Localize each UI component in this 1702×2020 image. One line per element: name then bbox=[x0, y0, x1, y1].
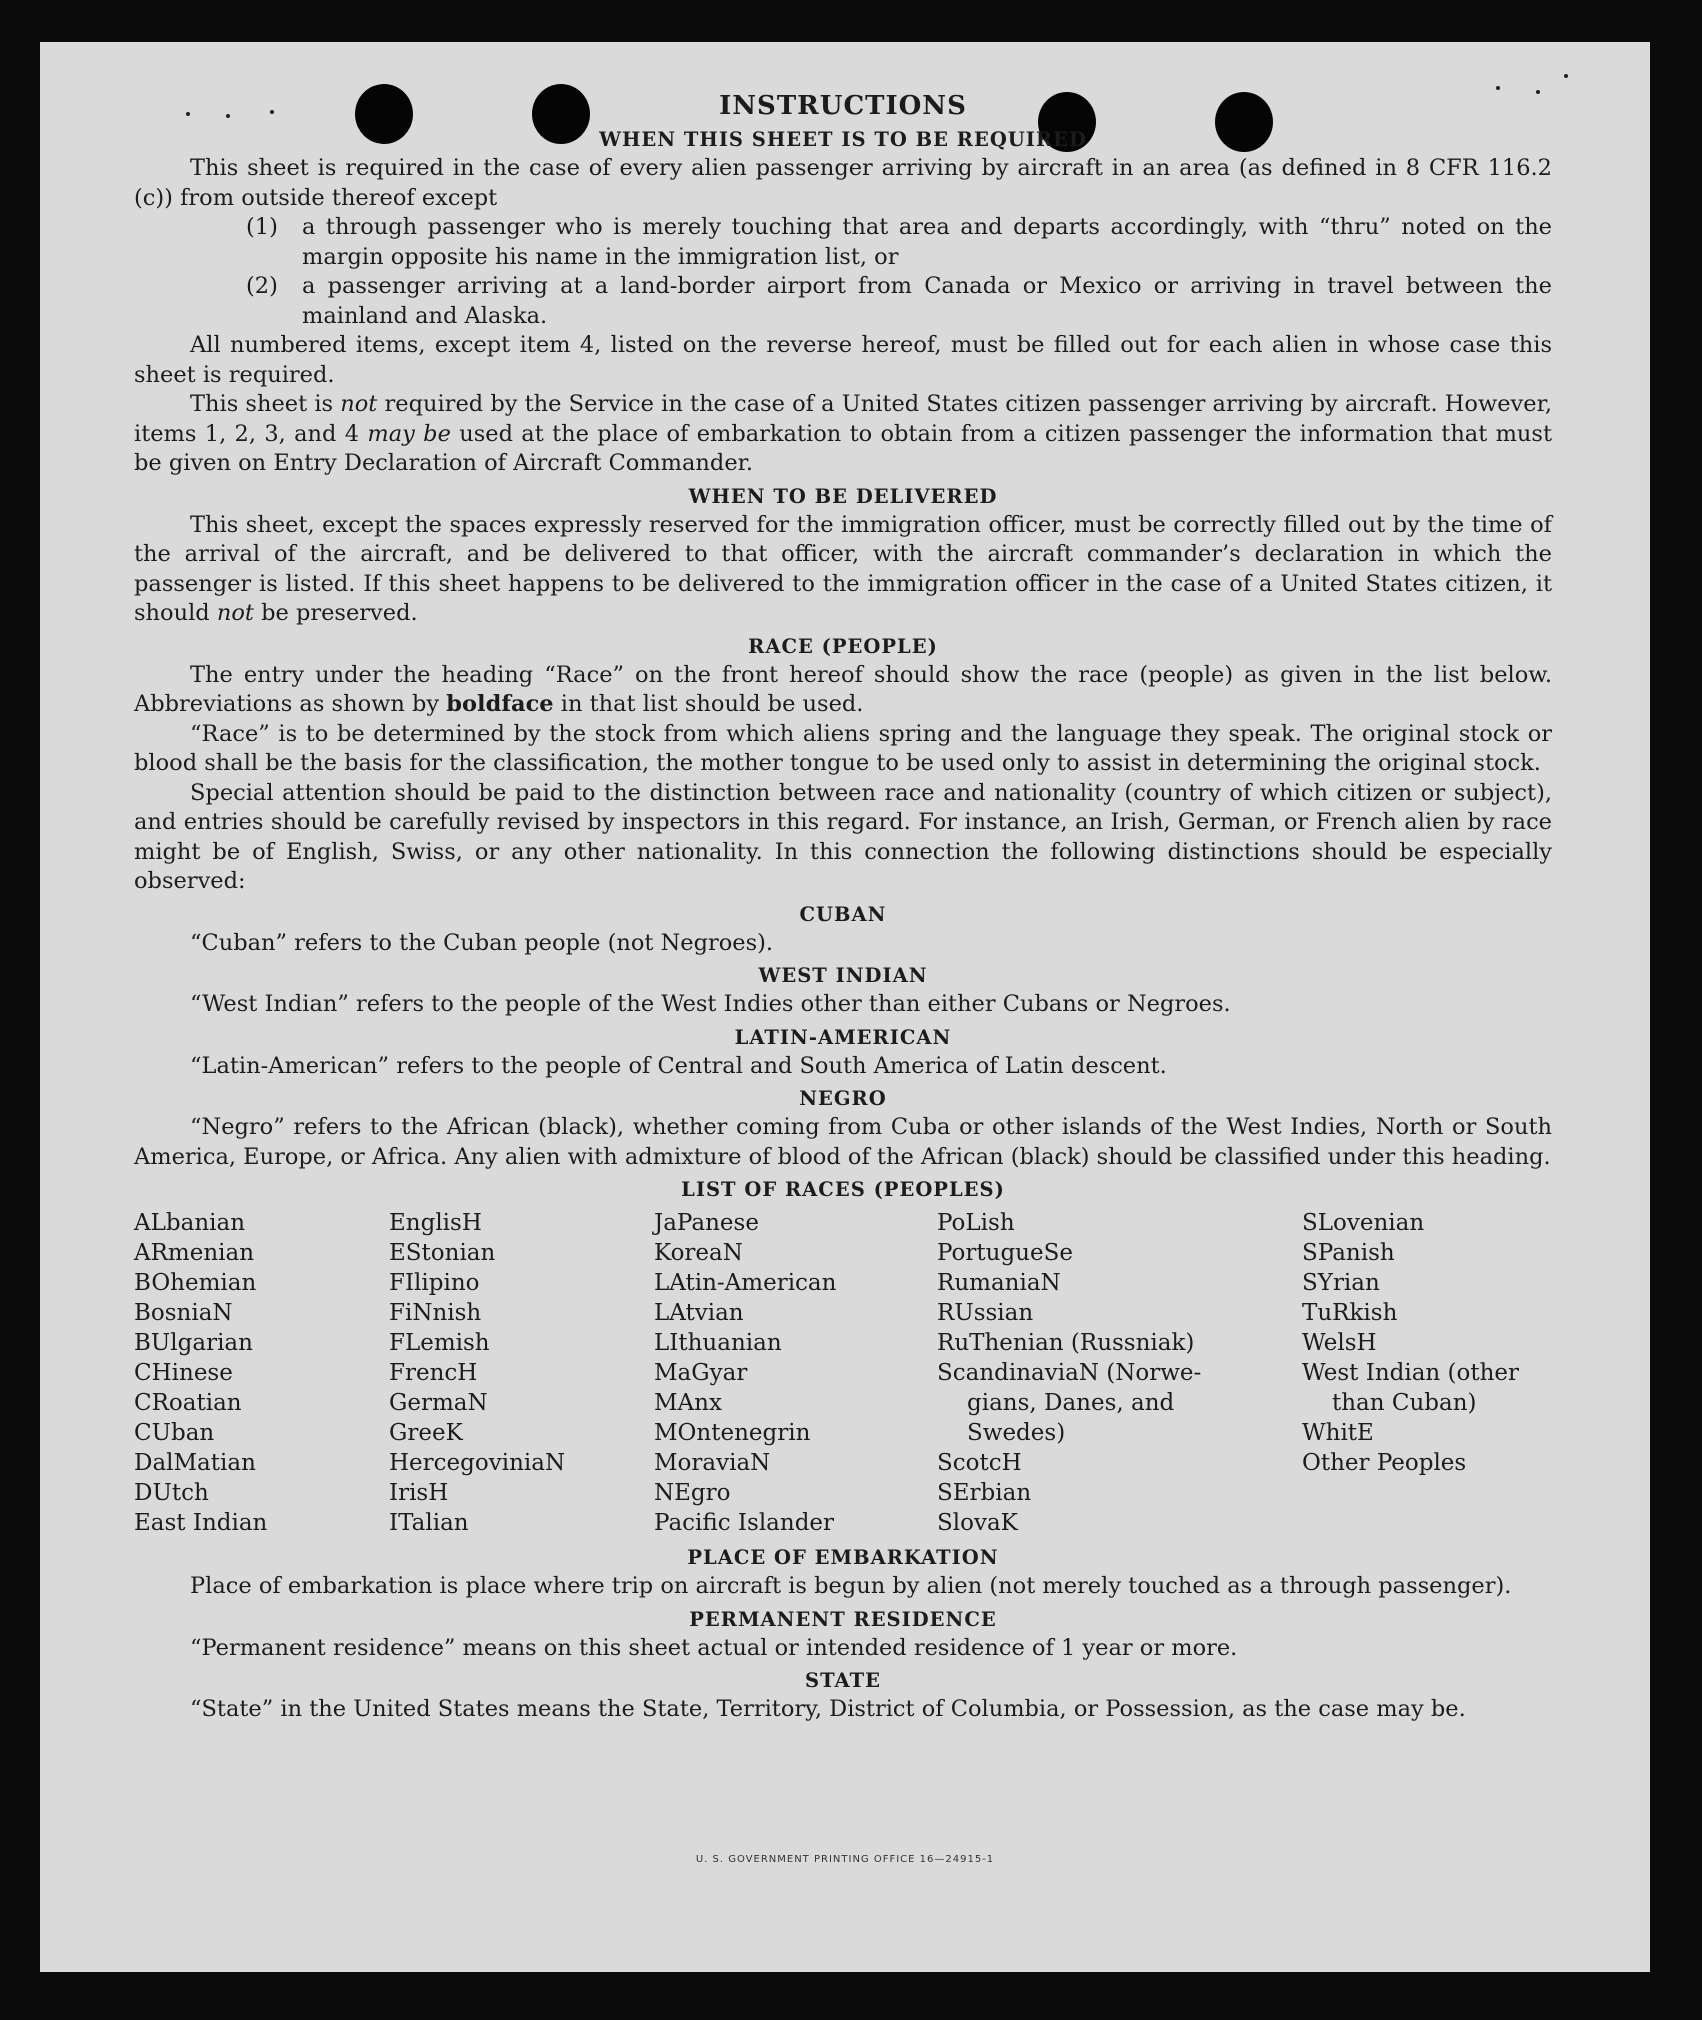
race-entry: MoraviaN bbox=[654, 1450, 771, 1476]
heading-race: RACE (PEOPLE) bbox=[748, 634, 938, 658]
race-entry: TuRkish bbox=[1302, 1300, 1398, 1326]
race-entry: East Indian bbox=[134, 1510, 268, 1536]
race-entry: ALbanian bbox=[134, 1210, 246, 1236]
race-entry: ScandinaviaN (Norwe- bbox=[937, 1360, 1202, 1386]
races-column bbox=[654, 1208, 937, 1538]
heading-state: STATE bbox=[805, 1669, 881, 1692]
race-entry: LAtvian bbox=[654, 1300, 744, 1326]
paragraph: This sheet, except the spaces expressly reserved for the immigration officer, must be correctly filled out by the time of the arrival of the aircraft, and be delivered to that officer, with the aircraft commander’s declaration in which the passenger is listed. If this sheet happens to be delivered to the immigration officer in the case of a United States citizen, it should not be preserved. bbox=[134, 511, 1552, 626]
heading-negro: NEGRO bbox=[799, 1087, 887, 1110]
race-entry: IrisH bbox=[389, 1480, 449, 1506]
race-entry: BOhemian bbox=[134, 1270, 257, 1296]
list-item bbox=[134, 272, 1552, 331]
heading-cuban: CUBAN bbox=[799, 902, 887, 926]
speck bbox=[1564, 74, 1568, 78]
race-entry: EStonian bbox=[389, 1240, 496, 1266]
race-entry-continuation: gians, Danes, and bbox=[967, 1390, 1175, 1416]
race-entry: SlovaK bbox=[937, 1510, 1018, 1536]
race-entry: MAnx bbox=[654, 1390, 722, 1416]
race-entry: HercegoviniaN bbox=[389, 1450, 566, 1476]
item-number: (2) bbox=[246, 273, 278, 299]
race-entry: CRoatian bbox=[134, 1390, 242, 1416]
paragraph: “Race” is to be determined by the stock from which aliens spring and the language they speak. The original stock or blood shall be the basis for the classification, the mother tongue to be used only to assist in determining the original stock. bbox=[134, 720, 1552, 776]
heading-permanent-residence: PERMANENT RESIDENCE bbox=[689, 1607, 997, 1631]
paragraph: All numbered items, except item 4, listed on the reverse hereof, must be filled out for each alien in whose case this sheet is required. bbox=[134, 332, 1552, 388]
race-entry: GreeK bbox=[389, 1420, 463, 1446]
paragraph: Special attention should be paid to the distinction between race and nationality (country of which citizen or subject), and entries should be carefully revised by inspectors in this regard. For instance, an Irish, German, or French alien by race might be of English, Swiss, or any other nationality. In this connection the following distinctions should be especially observed: bbox=[134, 779, 1552, 894]
paragraph: “West Indian” refers to the people of the West Indies other than either Cubans or Negroes. bbox=[190, 991, 1231, 1017]
race-entry: ITalian bbox=[389, 1510, 469, 1536]
races-list bbox=[134, 1208, 1552, 1538]
paragraph: “Negro” refers to the African (black), whether coming from Cuba or other islands of the West Indies, North or South America, Europe, or Africa. Any alien with admixture of blood of the African (black) should be classified under this heading. bbox=[134, 1114, 1552, 1170]
race-entry: SErbian bbox=[937, 1480, 1032, 1506]
list-item bbox=[134, 213, 1552, 272]
paragraph: This sheet is required in the case of every alien passenger arriving by aircraft in an area (as defined in 8 CFR 116.2 (c)) from outside thereof except bbox=[134, 155, 1552, 211]
item-text: a through passenger who is merely touching that area and departs accordingly, with “thru” noted on the margin opposite his name in the immigration list, or bbox=[302, 214, 1552, 270]
paragraph: “Latin-American” refers to the people of Central and South America of Latin descent. bbox=[190, 1052, 1167, 1079]
race-entry: NEgro bbox=[654, 1480, 731, 1506]
races-column bbox=[134, 1208, 389, 1538]
race-entry: FLemish bbox=[389, 1330, 490, 1356]
race-entry: EnglisH bbox=[389, 1210, 482, 1236]
paragraph: This sheet is not required by the Service in the case of a United States citizen passenger arriving by aircraft. However, items 1, 2, 3, and 4 may be used at the place of embarkation to obtain from a citizen passenger the information that must be given on Entry Declaration of Aircraft Commander. bbox=[134, 391, 1552, 476]
race-entry: BosniaN bbox=[134, 1300, 233, 1326]
race-entry: RUssian bbox=[937, 1300, 1034, 1326]
paragraph: “State” in the United States means the State, Territory, District of Columbia, or Possession, as the case may be. bbox=[190, 1696, 1466, 1722]
race-entry: FiNnish bbox=[389, 1300, 482, 1326]
race-entry: SLovenian bbox=[1302, 1210, 1425, 1236]
page-title: INSTRUCTIONS bbox=[719, 91, 967, 121]
race-entry: MOntenegrin bbox=[654, 1420, 811, 1446]
race-entry: DalMatian bbox=[134, 1450, 256, 1476]
heading-when-delivered: WHEN TO BE DELIVERED bbox=[688, 484, 998, 508]
paragraph: “Cuban” refers to the Cuban people (not Negroes). bbox=[190, 929, 774, 956]
race-entry: LIthuanian bbox=[654, 1330, 782, 1356]
race-entry-continuation: Swedes) bbox=[967, 1420, 1066, 1446]
race-entry: RuThenian (Russniak) bbox=[937, 1330, 1195, 1356]
races-column bbox=[389, 1208, 654, 1538]
race-entry: West Indian (other bbox=[1302, 1360, 1520, 1386]
race-entry-continuation: than Cuban) bbox=[1332, 1390, 1477, 1416]
heading-latin-american: LATIN-AMERICAN bbox=[734, 1025, 952, 1049]
item-number: (1) bbox=[246, 214, 278, 240]
heading-west-indian: WEST INDIAN bbox=[758, 964, 928, 987]
race-entry: PortugueSe bbox=[937, 1240, 1073, 1266]
race-entry: PoLish bbox=[937, 1210, 1015, 1236]
paragraph: Place of embarkation is place where trip on aircraft is begun by alien (not merely touched as a through passenger). bbox=[190, 1573, 1512, 1599]
race-entry: ARmenian bbox=[134, 1240, 255, 1266]
race-entry: GermaN bbox=[389, 1390, 488, 1416]
race-entry: MaGyar bbox=[654, 1360, 748, 1386]
race-entry: DUtch bbox=[134, 1480, 209, 1506]
heading-place-of-embarkation: PLACE OF EMBARKATION bbox=[687, 1546, 999, 1569]
item-text: a passenger arriving at a land-border airport from Canada or Mexico or arriving in travel between the mainland and Alaska. bbox=[302, 273, 1552, 329]
races-column bbox=[1302, 1208, 1552, 1538]
race-entry: SYrian bbox=[1302, 1270, 1380, 1296]
race-entry: LAtin-American bbox=[654, 1270, 837, 1296]
heading-list-of-races: LIST OF RACES (PEOPLES) bbox=[681, 1178, 1005, 1201]
race-entry: RumaniaN bbox=[937, 1270, 1061, 1296]
paragraph: “Permanent residence” means on this sheet actual or intended residence of 1 year or more. bbox=[190, 1634, 1238, 1661]
race-entry: Pacific Islander bbox=[654, 1510, 835, 1536]
race-entry: KoreaN bbox=[654, 1240, 743, 1266]
race-entry: CUban bbox=[134, 1420, 215, 1446]
race-entry: CHinese bbox=[134, 1360, 233, 1386]
printing-office-imprint: U. S. GOVERNMENT PRINTING OFFICE 16—24915-1 bbox=[695, 1854, 995, 1865]
races-column bbox=[937, 1208, 1302, 1538]
race-entry: BUlgarian bbox=[134, 1330, 253, 1356]
race-entry: FrencH bbox=[389, 1360, 478, 1386]
race-entry: WhitE bbox=[1302, 1420, 1374, 1446]
paragraph: The entry under the heading “Race” on the front hereof should show the race (people) as given in the list below. Abbreviations as shown by boldface in that list should be used. bbox=[134, 661, 1552, 717]
race-entry: JaPanese bbox=[654, 1210, 759, 1236]
race-entry: WelsH bbox=[1302, 1330, 1377, 1356]
race-entry: Other Peoples bbox=[1302, 1450, 1467, 1476]
race-entry: ScotcH bbox=[937, 1450, 1022, 1476]
race-entry: SPanish bbox=[1302, 1240, 1395, 1266]
race-entry: FIlipino bbox=[389, 1270, 480, 1296]
document-sheet bbox=[40, 42, 1650, 1972]
instructions-content bbox=[134, 82, 1552, 1725]
heading-when-required: WHEN THIS SHEET IS TO BE REQUIRED bbox=[599, 128, 1087, 151]
